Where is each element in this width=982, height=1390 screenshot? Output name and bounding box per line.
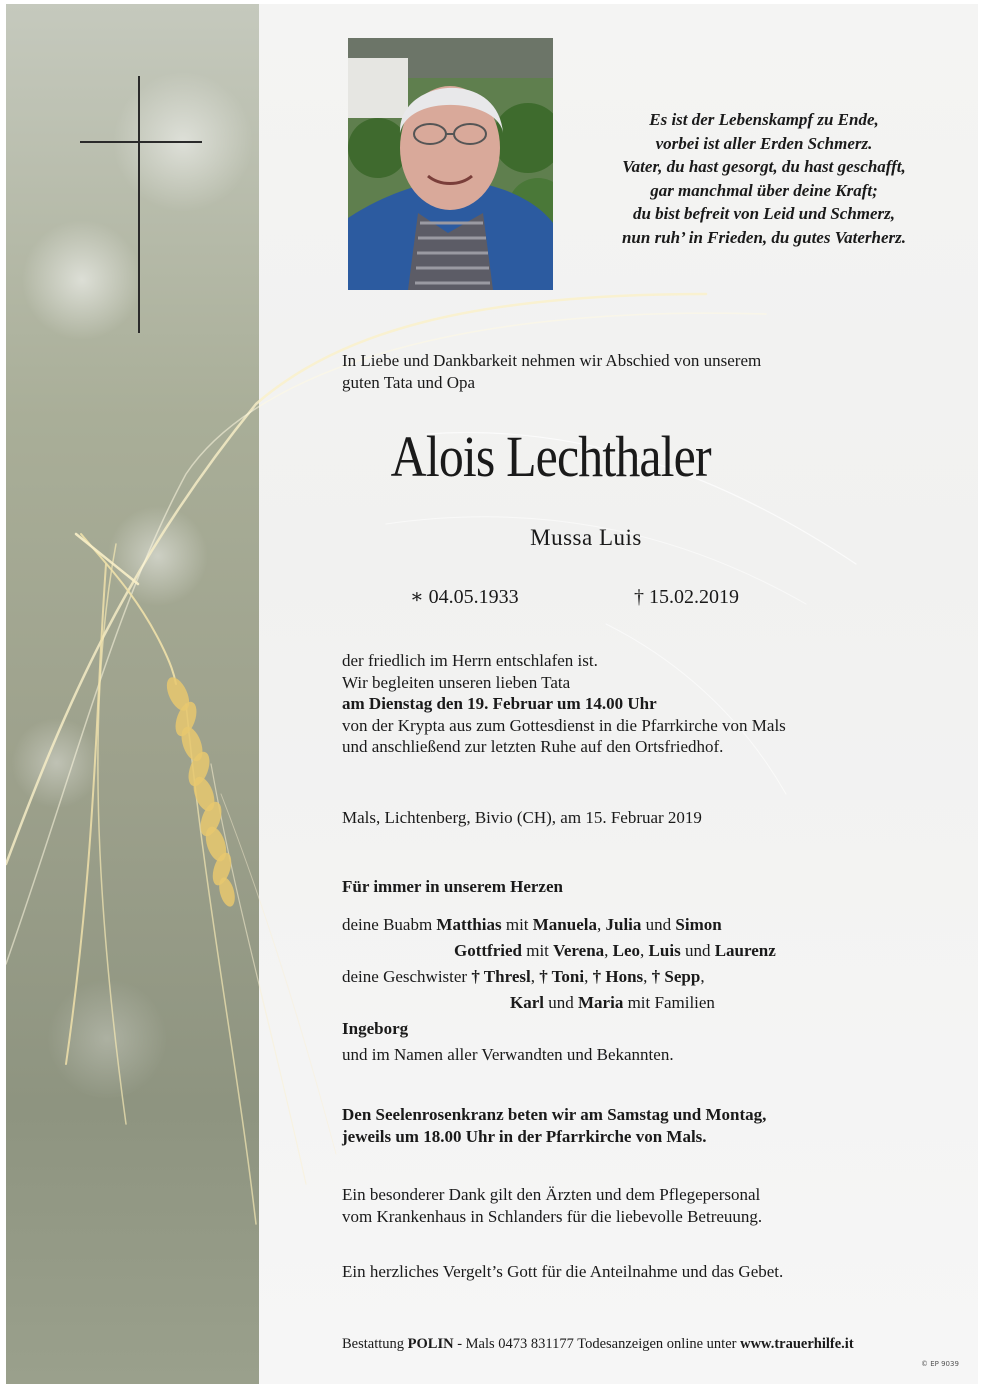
rosary-line: jeweils um 18.00 Uhr in der Pfarrkirche von Mals. [342, 1126, 707, 1146]
funeral-line: von der Krypta aus zum Gottesdienst in die Pfarrkirche von Mals [342, 715, 786, 735]
family-text: , [584, 967, 593, 986]
family-member: Luis [648, 941, 681, 960]
family-line-son2 [342, 938, 922, 964]
intro-text [342, 350, 902, 394]
funeral-line: Wir begleiten unseren lieben Tata [342, 672, 571, 692]
footer [342, 1334, 854, 1354]
death-date-value: 15.02.2019 [649, 586, 739, 608]
funeral-date-line: am Dienstag den 19. Februar um 14.00 Uhr [342, 694, 657, 713]
birth-date-value: 04.05.1933 [428, 586, 519, 608]
intro-line: In Liebe und Dankbarkeit nehmen wir Abschied von unserem [342, 351, 762, 370]
family-member: Julia [605, 915, 642, 934]
footer-company: POLIN [407, 1336, 454, 1352]
footer-website-link[interactable]: www.trauerhilfe.it [740, 1336, 854, 1352]
family-text: , [530, 967, 540, 986]
intro-line: guten Tata und Opa [342, 373, 476, 392]
closing-line: Ein herzliches Vergelt’s Gott für die Anteilnahme und das Gebet. [342, 1262, 784, 1281]
family-member: Manuela [532, 915, 597, 934]
portrait-photo [348, 38, 553, 290]
family-member: Gottfried [454, 941, 522, 960]
family-member: Verena [553, 941, 605, 960]
thanks-line: Ein besonderer Dank gilt den Ärzten und dem Pflegepersonal [342, 1185, 761, 1204]
wheat-head [162, 674, 237, 908]
deceased-nickname: Mussa Luis [530, 525, 642, 550]
poem-line: Vater, du hast gesorgt, du hast geschafft, [622, 157, 906, 176]
footer-text: Bestattung [342, 1336, 408, 1352]
poem [566, 108, 962, 249]
poem-line: nun ruh’ in Frieden, du gutes Vaterherz. [621, 227, 907, 247]
family-relatives-line: und im Namen aller Verwandten und Bekannten. [342, 1045, 674, 1064]
family-text: , [640, 941, 649, 960]
rosary-line: Den Seelenrosenkranz beten wir am Samstag und Montag, [342, 1105, 767, 1124]
family-member: Maria [578, 993, 624, 1012]
family-member: † Sepp [651, 967, 701, 986]
funeral-line: und anschließend zur letzten Ruhe auf den Ortsfriedhof. [342, 737, 724, 756]
family-heading-text: Für immer in unserem Herzen [342, 877, 563, 896]
family-text: , [597, 915, 606, 934]
poem-line: Es ist der Lebenskampf zu Ende, [649, 110, 879, 129]
family-text: deine Buabm [342, 915, 437, 934]
family-text: und [641, 915, 676, 934]
obituary-page [6, 4, 978, 1384]
family-text: mit [521, 941, 554, 960]
family-line-siblings2 [342, 990, 922, 1016]
family-member: Matthias [436, 915, 502, 934]
poem-line: du bist befreit von Leid und Schmerz, [632, 204, 896, 223]
thanks-text [342, 1184, 922, 1227]
print-code: © EP 9039 [921, 1360, 959, 1368]
thanks-line: vom Krankenhaus in Schlanders für die liebevolle Betreuung. [342, 1206, 763, 1226]
family-text: mit Familien [623, 993, 715, 1012]
deceased-name: Alois Lechthaler [390, 424, 711, 489]
cross-icon [138, 76, 140, 333]
family-text: und [680, 941, 715, 960]
rosary-info [342, 1104, 922, 1147]
family-member: Simon [675, 915, 722, 934]
family-text: deine Geschwister [342, 967, 472, 986]
family-text: , [604, 941, 613, 960]
funeral-info [342, 650, 922, 758]
family-text: mit [501, 915, 533, 934]
family-member: † Toni [539, 967, 585, 986]
family-text: und [544, 993, 578, 1012]
family-member: Ingeborg [342, 1019, 409, 1038]
place-date-line: Mals, Lichtenberg, Bivio (CH), am 15. Februar 2019 [342, 808, 702, 827]
death-date [634, 584, 739, 610]
death-cross-icon: † [634, 586, 644, 608]
funeral-line: der friedlich im Herrn entschlafen ist. [342, 651, 598, 670]
family-heading [342, 876, 922, 898]
poem-line: gar manchmal über deine Kraft; [650, 180, 878, 200]
birth-date [410, 584, 519, 610]
cross-icon-bar [80, 141, 202, 143]
family-text: , [643, 967, 652, 986]
closing-text [342, 1261, 922, 1283]
family-member: † Thresl [471, 967, 531, 986]
family-member: Laurenz [714, 941, 776, 960]
family-line-sons [342, 912, 922, 938]
place-date [342, 807, 922, 829]
family-member: Leo [612, 941, 641, 960]
family-list [342, 912, 922, 1068]
family-member: † Hons [592, 967, 644, 986]
poem-line: vorbei ist aller Erden Schmerz. [655, 133, 873, 153]
family-line-siblings [342, 964, 922, 990]
birth-star-icon: ∗ [410, 586, 424, 608]
family-text: , [700, 967, 705, 986]
family-member: Karl [510, 993, 544, 1012]
footer-text: - Mals 0473 831177 Todesanzeigen online unter [453, 1336, 741, 1352]
